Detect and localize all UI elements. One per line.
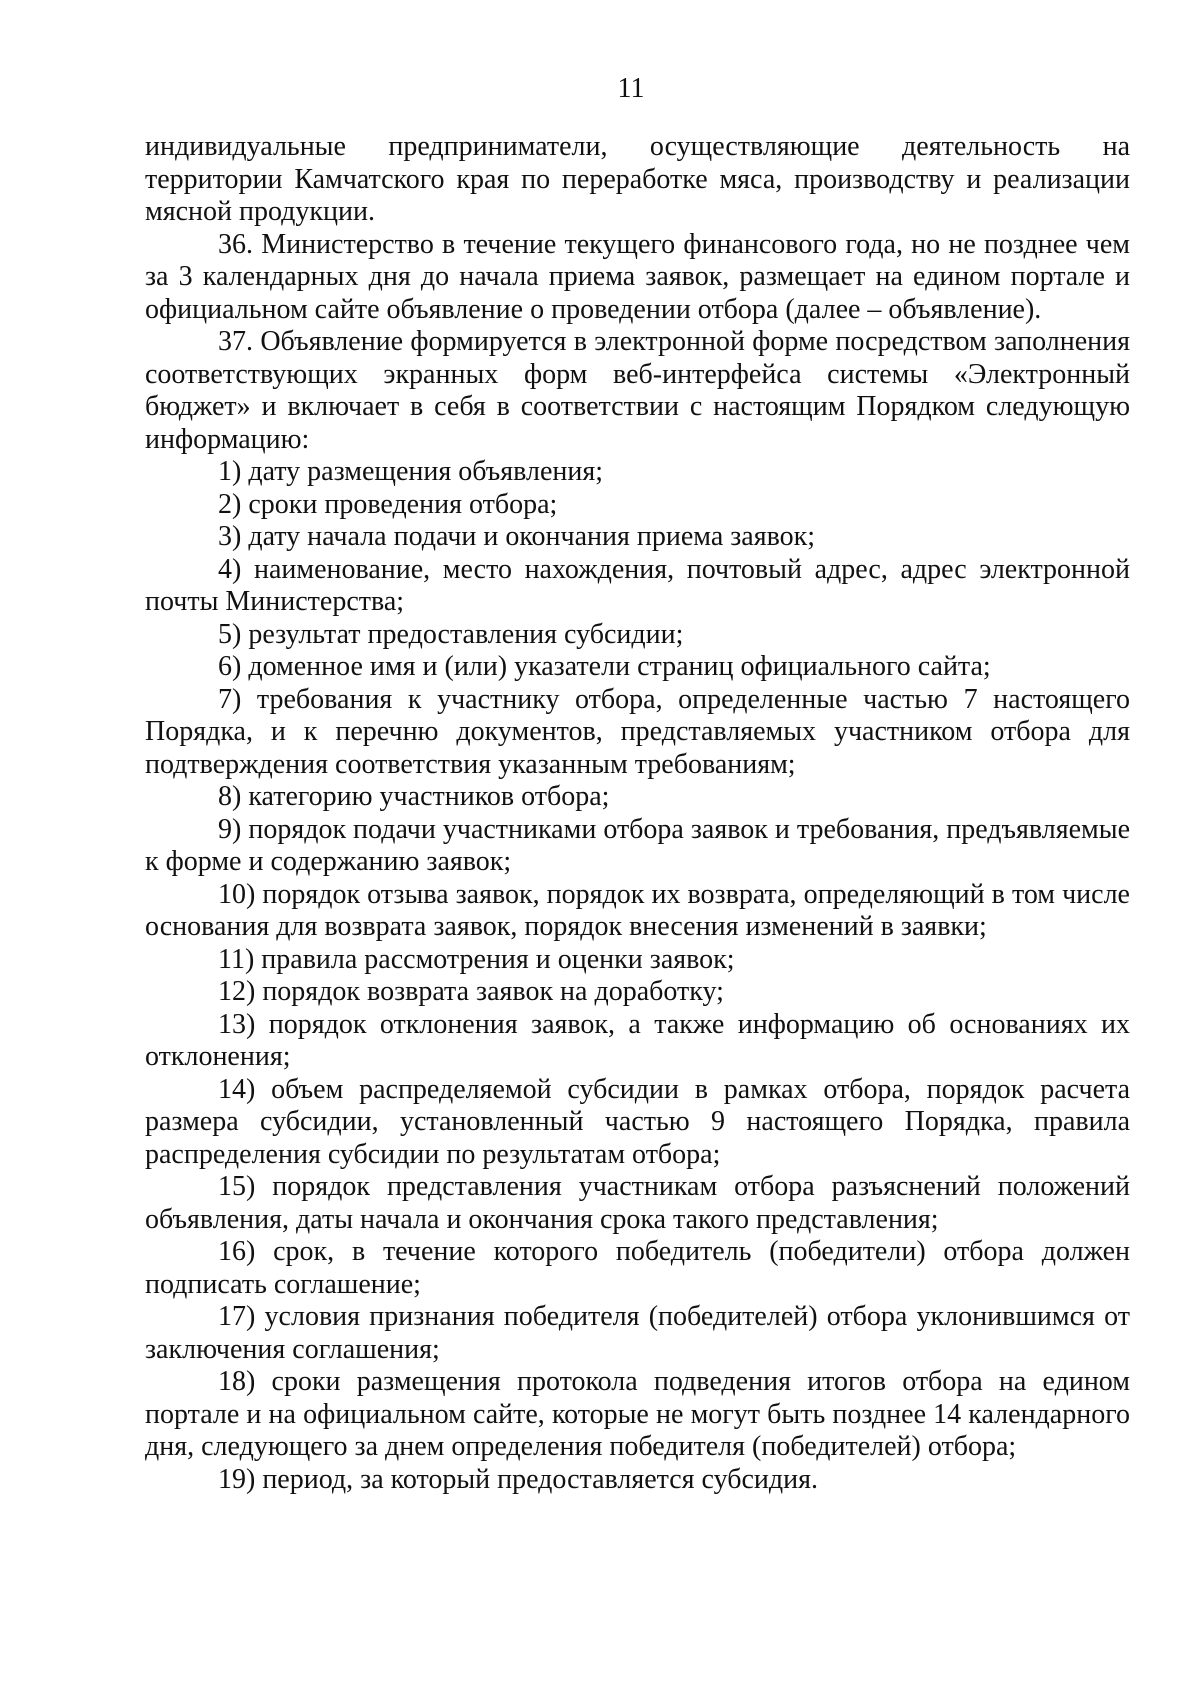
paragraph: 36. Министерство в течение текущего финансового года, но не позднее чем за 3 календарных дня до начала приема заявок, размещает на едином портале и официальном сайте объявление о проведении отбора (далее – объявление). [145,228,1130,325]
paragraph: 7) требования к участнику отбора, определенные частью 7 настоящего Порядка, и к перечню документов, представляемых участником отбора для подтверждения соответствия указанным требованиям; [145,683,1130,780]
paragraph: 5) результат предоставления субсидии; [218,618,684,650]
paragraph: 8) категорию участников отбора; [218,781,610,812]
paragraph: 1) дату размещения объявления; [218,456,603,487]
paragraph: 13) порядок отклонения заявок, а также информацию об основаниях их отклонения; [145,1008,1130,1072]
paragraph: 15) порядок представления участникам отбора разъяснений положений объявления, даты начала и окончания срока такого представления; [145,1171,1130,1235]
paragraph: 19) период, за который предоставляется субсидия. [218,1463,819,1495]
paragraph: 11) правила рассмотрения и оценки заявок; [218,943,735,975]
paragraph: 10) порядок отзыва заявок, порядок их возврата, определяющий в том числе основания для возврата заявок, порядок внесения изменений в заявки; [145,878,1130,942]
paragraph: индивидуальные предприниматели, осуществляющие деятельность на территории Камчатского края по переработке мяса, производству и реализации мясной продукции. [145,131,1130,227]
paragraph: 14) объем распределяемой субсидии в рамках отбора, порядок расчета размера субсидии, установленный частью 9 настоящего Порядка, правила распределения субсидии по результатам отбора; [145,1073,1130,1170]
paragraph: 3) дату начала подачи и окончания приема заявок; [218,521,816,552]
paragraph: 18) сроки размещения протокола подведения итогов отбора на едином портале и на официальном сайте, которые не могут быть позднее 14 календарного дня, следующего за днем определения победителя (победителей) отбора; [145,1366,1130,1462]
page-number: 11 [617,73,645,104]
document-body [145,131,1130,1496]
paragraph: 37. Объявление формируется в электронной форме посредством заполнения соответствующих экранных форм веб-интерфейса системы «Электронный бюджет» и включает в себя в соответствии с настоящим Порядком следующую информацию: [145,326,1130,455]
paragraph: 4) наименование, место нахождения, почтовый адрес, адрес электронной почты Министерства; [145,553,1130,617]
paragraph: 2) сроки проведения отбора; [218,488,558,520]
paragraph: 12) порядок возврата заявок на доработку; [218,976,724,1007]
paragraph: 6) доменное имя и (или) указатели страниц официального сайта; [218,651,991,682]
paragraph: 17) условия признания победителя (победителей) отбора уклонившимся от заключения соглашения; [145,1301,1130,1365]
paragraph: 16) срок, в течение которого победитель (победители) отбора должен подписать соглашение; [145,1236,1130,1300]
paragraph: 9) порядок подачи участниками отбора заявок и требования, предъявляемые к форме и содержанию заявок; [145,813,1130,877]
